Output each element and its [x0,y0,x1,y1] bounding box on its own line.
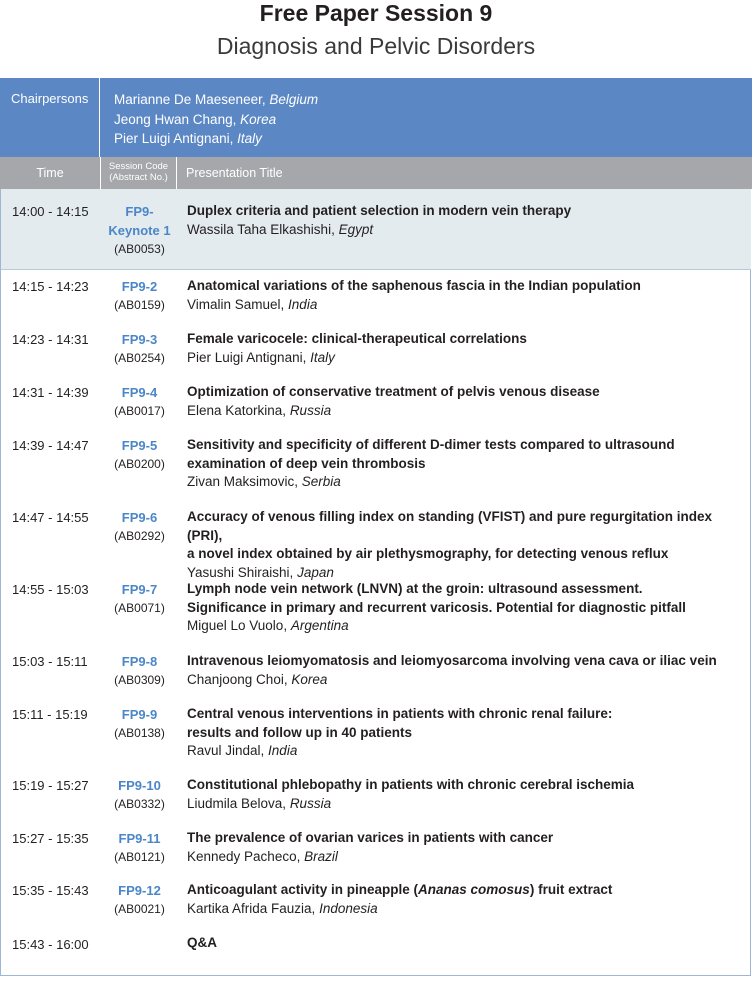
presenter [187,848,749,867]
presenter [187,349,749,368]
title-italic-part: Ananas comosus [418,882,530,897]
row-presentation [187,277,749,314]
session-code: FP9-12 [118,883,161,898]
schedule-row [1,645,751,698]
presentation-title: Constitutional phlebopathy in patients with chronic cerebral ischemia [187,777,635,792]
chairperson-country: Korea [240,111,277,127]
schedule-row [1,875,751,927]
presenter-country: Italy [310,349,335,365]
session-code: FP9-11 [118,831,161,846]
abstract-number: (AB0021) [114,902,165,916]
chairpersons-band [0,78,752,157]
presentation-title: Duplex criteria and patient selection in modern vein therapy [187,203,572,218]
row-time: 14:00 - 14:15 [12,204,89,219]
row-time: 14:39 - 14:47 [12,438,89,453]
presenter [187,221,749,240]
row-presentation [187,934,749,953]
presenter-country: India [268,743,298,758]
presentation-title: Female varicocele: clinical-therapeutical correlations [187,331,527,346]
presenter-country: India [288,296,318,312]
chairperson [114,129,318,149]
presenter-name: Chanjoong Choi, [187,671,292,687]
schedule-row [1,189,751,269]
presenter [187,617,749,636]
row-session-code [102,436,177,473]
presentation-title-continued: results and follow up in 40 patients [187,724,413,740]
column-divider [176,157,177,189]
schedule-row [1,429,751,501]
session-title: Free Paper Session 9 [259,0,493,26]
chairperson-name: Jeong Hwan Chang, [114,111,241,127]
row-session-code [102,330,177,367]
session-code: FP9-4 [121,385,158,400]
presenter-name: Ravul Jindal, [187,743,269,758]
presenter-country: Egypt [338,221,374,237]
presenter-country: Indonesia [319,900,378,916]
abstract-number: (AB0200) [114,457,165,471]
chairperson [114,90,318,110]
row-session-code [102,705,177,742]
row-presentation [187,202,749,239]
row-presentation [187,776,749,813]
row-presentation [187,580,749,636]
presenter [187,296,749,315]
chairperson-name: Pier Luigi Antignani, [114,131,238,146]
presentation-title: Optimization of conservative treatment of pelvis venous disease [187,384,600,399]
presenter [187,473,749,492]
presenter-name: Liudmila Belova, [187,795,290,811]
presenter-name: Kartika Afrida Fauzia, [187,900,320,916]
presentation-title: The prevalence of ovarian varices in patients with cancer [187,830,554,845]
abstract-number: (AB0138) [114,726,165,740]
abstract-number: (AB0332) [114,797,165,811]
presenter-country: Argentina [290,618,349,633]
row-session-code [102,829,177,866]
session-code: FP9-5 [121,438,158,453]
abstract-number: (AB0017) [114,404,165,418]
column-header-title: Presentation Title [186,166,283,180]
row-presentation [187,383,749,420]
row-presentation [187,436,749,492]
schedule-row [1,927,751,975]
row-time: 15:27 - 15:35 [12,831,89,846]
row-time: 15:19 - 15:27 [12,778,89,793]
presentation-title: Q&A [187,935,217,950]
row-session-code [102,508,177,545]
chairperson-country: Italy [237,131,262,146]
presenter-name: Kennedy Pacheco, [187,848,305,864]
row-time: 14:23 - 14:31 [12,332,89,347]
session-code: FP9-7 [121,582,158,597]
presenter [187,671,749,690]
abstract-number: (AB0071) [114,601,165,615]
presenter [187,795,749,814]
column-divider [99,78,100,157]
title-part: ) fruit extract [529,882,613,897]
session-subtitle: Diagnosis and Pelvic Disorders [216,33,536,59]
row-time: 14:55 - 15:03 [12,582,89,597]
abstract-number: (AB0292) [114,529,165,543]
chairpersons-label: Chairpersons [11,91,89,106]
row-time: 15:43 - 16:00 [12,937,89,952]
column-header-code-line: Session Code [108,161,169,172]
row-time: 15:35 - 15:43 [12,883,89,898]
table-header [0,157,752,189]
presentation-title: Lymph node vein network (LNVN) at the groin: ultrasound assessment. [187,581,643,596]
presentation-title-continued: Significance in primary and recurrent varicosis. Potential for diagnostic pitfall [187,599,686,615]
presenter-country: Russia [289,795,332,811]
abstract-number: (AB0121) [114,850,165,864]
presenter-name: Miguel Lo Vuolo, [187,618,291,633]
presenter-country: Russia [289,402,332,418]
row-session-code [102,383,177,420]
session-code: FP9-8 [121,654,158,669]
row-time: 15:11 - 15:19 [12,707,88,722]
presenter [187,402,749,421]
row-session-code [102,580,177,617]
presentation-title: Anatomical variations of the saphenous fascia in the Indian population [187,278,641,293]
row-time: 14:15 - 14:23 [12,279,89,294]
session-code: Keynote 1 [108,223,171,238]
row-presentation [187,652,749,689]
schedule-row [1,698,751,769]
row-session-code [102,881,177,918]
row-session-code [102,652,177,689]
row-presentation [187,705,749,761]
schedule-row [1,376,751,429]
presenter-name: Yasushi Shiraishi, [187,564,298,580]
schedule-row [1,323,751,376]
column-header-time: Time [36,166,64,180]
row-presentation [187,829,749,866]
session-code: FP9-10 [118,778,161,793]
chairpersons-list [114,90,318,149]
column-header-code-line: (Abstract No.) [109,172,168,183]
row-presentation [187,881,749,918]
chairperson-country: Belgium [269,92,319,107]
row-presentation [187,508,749,582]
schedule-row [1,501,751,580]
abstract-number: (AB0254) [114,351,165,365]
row-session-code [102,202,177,258]
presenter-name: Vimalin Samuel, [187,296,289,312]
chairperson-name: Marianne De Maeseneer, [114,92,270,107]
presentation-title: Intravenous leiomyomatosis and leiomyosarcoma involving vena cava or iliac vein [187,653,717,668]
session-code: FP9-2 [121,279,158,294]
presentation-title: Sensitivity and specificity of different D-dimer tests compared to ultrasound [187,437,675,452]
row-time: 14:47 - 14:55 [12,510,89,525]
chairperson [114,110,318,130]
schedule-row [1,270,751,323]
presenter [187,742,749,761]
title-part: Anticoagulant activity in pineapple ( [187,882,419,897]
schedule-row [1,822,751,875]
presenter-name: Wassila Taha Elkashishi, [187,221,339,237]
row-time: 14:31 - 14:39 [12,385,89,400]
presenter-name: Elena Katorkina, [187,402,290,418]
row-session-code [102,776,177,813]
presenter-country: Japan [297,564,334,580]
row-presentation [187,330,749,367]
presentation-title [187,881,749,900]
presenter [187,900,749,919]
row-session-code [102,277,177,314]
abstract-number: (AB0053) [114,242,165,256]
session-code: FP9-9 [121,707,158,722]
column-header-session-code [101,161,176,183]
session-code: FP9- [125,204,154,219]
presentation-title: Central venous interventions in patients with chronic renal failure: [187,706,613,721]
session-code: FP9-6 [121,510,158,525]
schedule-row [1,769,751,822]
presenter-country: Brazil [304,848,338,864]
abstract-number: (AB0159) [114,298,165,312]
presenter-name: Pier Luigi Antignani, [187,349,311,365]
presenter-name: Zivan Maksimovic, [187,474,302,489]
row-time: 15:03 - 15:11 [12,654,88,669]
schedule-row [1,573,751,645]
presentation-title-continued: a novel index obtained by air plethysmography, for detecting venous reflux [187,546,669,561]
session-code: FP9-3 [121,332,158,347]
presentation-title: Accuracy of venous filling index on standing (VFIST) and pure regurgitation index (PRI), [187,509,713,543]
presenter-country: Serbia [301,474,341,489]
presenter-country: Korea [291,671,328,687]
presentation-title-continued: examination of deep vein thrombosis [187,455,426,471]
abstract-number: (AB0309) [114,673,165,687]
